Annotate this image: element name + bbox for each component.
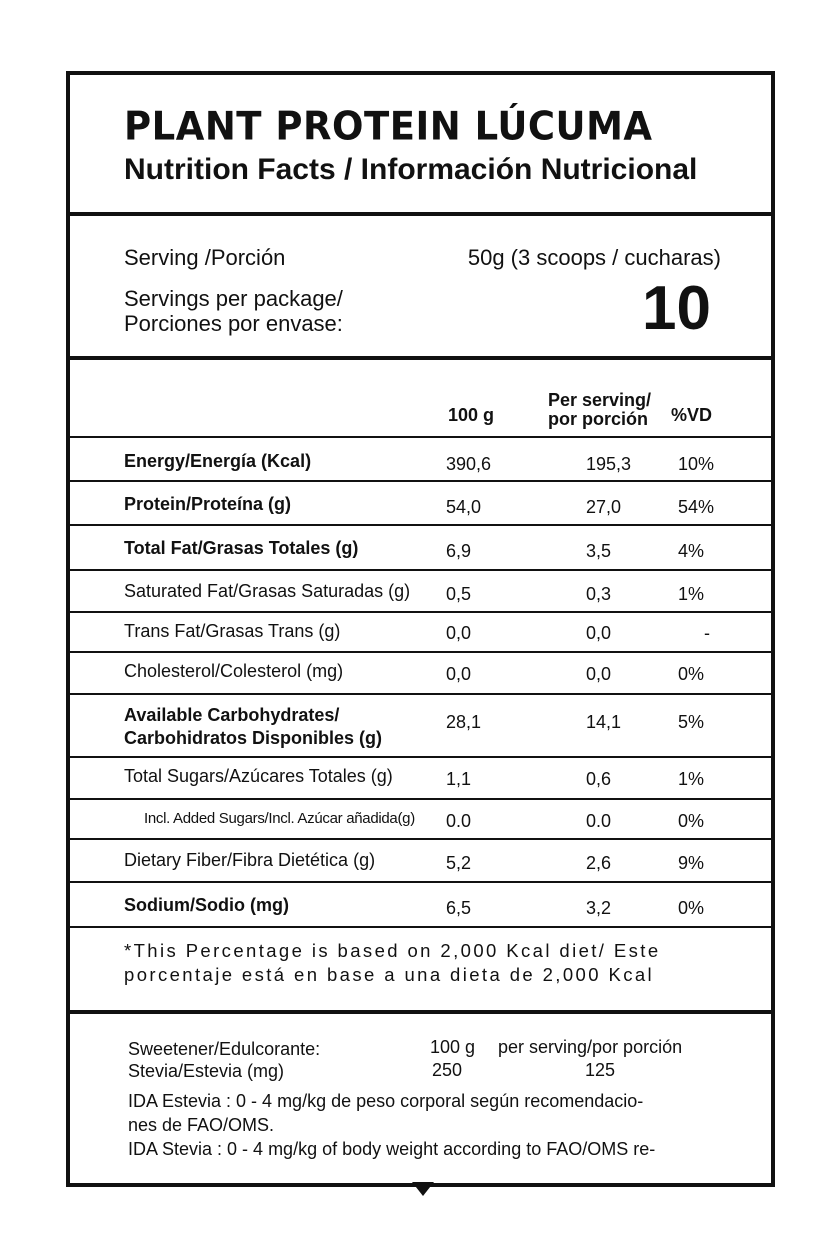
label-subtitle: Nutrition Facts / Información Nutricional [124, 153, 698, 186]
column-header-vd: %VD [671, 405, 713, 425]
value-vd: 10% [678, 454, 715, 474]
ida-spanish [128, 1089, 708, 1137]
value-vd: 0% [678, 664, 705, 684]
nutrient-name: Total Sugars/Azúcares Totales (g) [124, 766, 393, 786]
value-100g: 5,2 [446, 853, 472, 873]
nutrient-name-line: Carbohidratos Disponibles (g) [124, 728, 383, 748]
value-per-serving: 0,0 [586, 664, 612, 684]
stevia-100g: 250 [432, 1060, 463, 1080]
table-row [70, 439, 771, 480]
value-vd: 0% [678, 898, 705, 918]
divider [70, 212, 771, 216]
nutrient-name: Saturated Fat/Grasas Saturadas (g) [124, 581, 411, 601]
nutrient-name-line: Available Carbohydrates/ [124, 705, 340, 725]
nutrient-name: Trans Fat/Grasas Trans (g) [124, 621, 341, 641]
value-100g: 6,5 [446, 898, 472, 918]
sweetener-col-serving: per serving/por porción [498, 1037, 683, 1057]
stevia-label: Stevia/Estevia (mg) [128, 1061, 285, 1081]
value-per-serving: 0,6 [586, 769, 612, 789]
ida-english: IDA Stevia : 0 - 4 mg/kg of body weight according to FAO/OMS re- [128, 1139, 656, 1159]
nutrient-name: Protein/Proteína (g) [124, 494, 292, 514]
table-row [70, 482, 771, 524]
table-row [70, 653, 771, 693]
value-per-serving: 0.0 [586, 811, 612, 831]
column-header-100g: 100 g [448, 405, 495, 425]
serving-value: 50g (3 scoops / cucharas) [467, 245, 721, 270]
footnote-line: porcentaje está en base a una dieta de 2,000 Kcal [124, 964, 655, 985]
ida-line: nes de FAO/OMS. [128, 1115, 275, 1135]
nutrient-name: Total Fat/Grasas Totales (g) [124, 538, 359, 558]
column-header-per-serving [548, 391, 651, 429]
value-per-serving: 195,3 [586, 454, 632, 474]
servings-per-package-label-line: Servings per package/ [124, 286, 343, 311]
product-title: PLANT PROTEIN LÚCUMA [124, 103, 653, 150]
value-per-serving: 2,6 [586, 853, 612, 873]
divider [70, 926, 771, 928]
value-vd: 0% [678, 811, 705, 831]
nutrient-name: Incl. Added Sugars/Incl. Azúcar añadida(g) [144, 810, 415, 827]
ida-line: IDA Estevia : 0 - 4 mg/kg de peso corporal según recomendacio- [128, 1091, 644, 1111]
nutrient-name: Cholesterol/Colesterol (mg) [124, 661, 344, 681]
servings-per-package-label [124, 286, 444, 336]
sweetener-col-100g: 100 g [430, 1037, 476, 1057]
sweetener-label: Sweetener/Edulcorante: [128, 1039, 321, 1059]
value-100g: 54,0 [446, 497, 482, 517]
table-row [70, 695, 771, 756]
value-vd: 1% [678, 769, 705, 789]
nutrient-name: Sodium/Sodio (mg) [124, 895, 289, 915]
value-100g: 0.0 [446, 811, 472, 831]
table-row [70, 613, 771, 651]
value-100g: 0,0 [446, 623, 472, 643]
table-row [70, 840, 771, 881]
daily-value-footnote [124, 939, 724, 987]
value-per-serving: 27,0 [586, 497, 622, 517]
stevia-serving: 125 [585, 1060, 616, 1080]
value-vd: 4% [678, 541, 705, 561]
value-vd: - [704, 623, 710, 643]
table-row [70, 571, 771, 611]
value-100g: 1,1 [446, 769, 472, 789]
table-row [70, 526, 771, 569]
nutrient-name: Energy/Energía (Kcal) [124, 451, 312, 471]
table-row [70, 800, 771, 838]
servings-per-package-label-line: Porciones por envase: [124, 311, 343, 336]
value-100g: 0,0 [446, 664, 472, 684]
divider [70, 356, 771, 360]
value-vd: 9% [678, 853, 705, 873]
servings-per-package-value: 10 [642, 274, 711, 343]
column-header-line: Per serving/ [548, 390, 652, 410]
divider [70, 436, 771, 438]
nutrient-name [124, 704, 382, 750]
label-notch [412, 1182, 434, 1196]
value-per-serving: 0,0 [586, 623, 612, 643]
value-per-serving: 3,2 [586, 898, 612, 918]
value-100g: 6,9 [446, 541, 472, 561]
value-100g: 390,6 [446, 454, 492, 474]
value-per-serving: 0,3 [586, 584, 612, 604]
value-100g: 0,5 [446, 584, 472, 604]
value-100g: 28,1 [446, 712, 482, 732]
table-row [70, 883, 771, 926]
value-vd: 1% [678, 584, 705, 604]
footnote-line: *This Percentage is based on 2,000 Kcal diet/ Este [124, 940, 661, 961]
nutrition-label [66, 71, 775, 1187]
value-vd: 5% [678, 712, 705, 732]
value-per-serving: 3,5 [586, 541, 612, 561]
serving-label: Serving /Porción [124, 245, 286, 270]
table-row [70, 758, 771, 798]
nutrient-name: Dietary Fiber/Fibra Dietética (g) [124, 850, 376, 870]
value-vd: 54% [678, 497, 715, 517]
value-per-serving: 14,1 [586, 712, 622, 732]
column-header-line: por porción [548, 409, 648, 429]
divider [70, 1010, 771, 1014]
